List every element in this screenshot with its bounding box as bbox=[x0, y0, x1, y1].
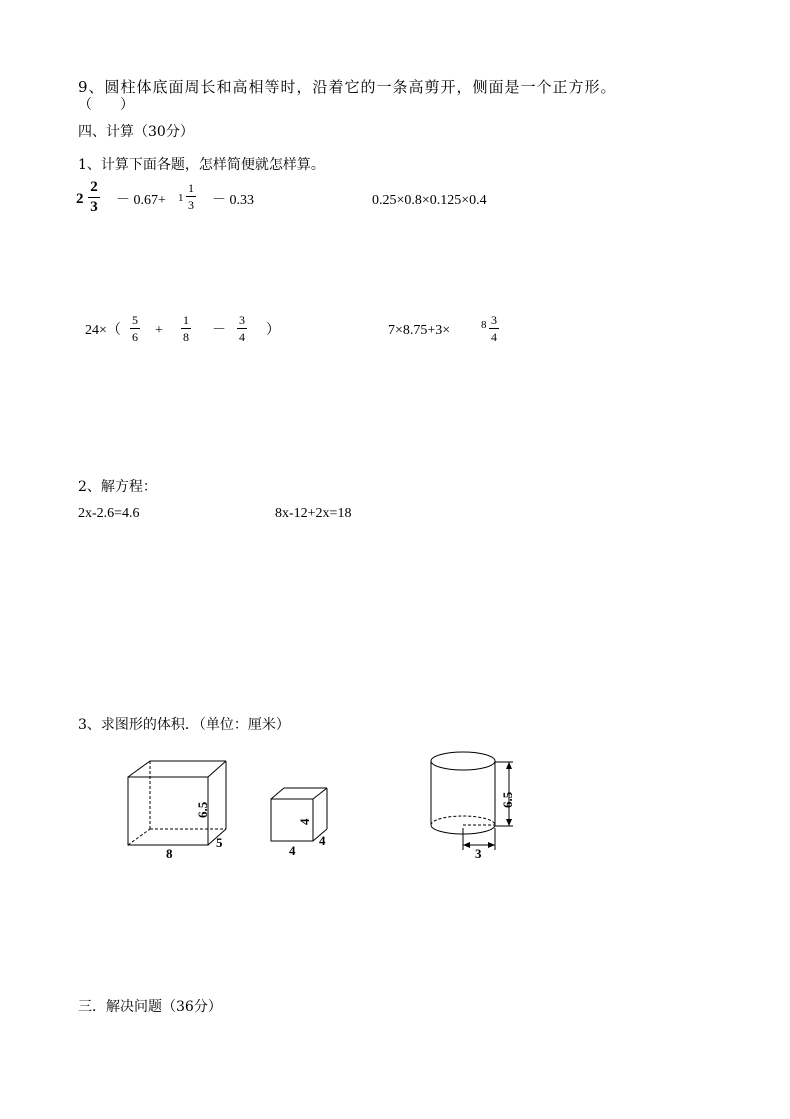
expr1-tail: － 0.33 bbox=[212, 193, 254, 208]
expr1-num-1: 2 bbox=[90, 179, 98, 195]
section-4-title: 四、计算（30分） bbox=[78, 124, 194, 140]
cylinder-figure bbox=[425, 748, 530, 858]
q9-answer-paren: （ ） bbox=[78, 97, 134, 113]
equation-1: 2x-2.6=4.6 bbox=[78, 506, 140, 521]
cuboid-height-label: 6.5 bbox=[195, 801, 210, 818]
cube-figure bbox=[265, 785, 340, 860]
expr1-den-2: 3 bbox=[188, 198, 194, 212]
expr3-op-plus: + bbox=[155, 323, 163, 338]
expr3-num-2: 1 bbox=[183, 313, 189, 327]
cuboid-figure bbox=[120, 755, 240, 860]
cylinder-height-label: 6.5 bbox=[500, 791, 515, 808]
fraction-bar bbox=[186, 196, 196, 197]
expr1-den-1: 3 bbox=[90, 199, 98, 215]
fraction-bar bbox=[181, 328, 191, 329]
cube-side-label: 4 bbox=[319, 833, 326, 848]
section-3-title: 三．解决问题（36分） bbox=[78, 999, 222, 1015]
expr3-num-1: 5 bbox=[132, 313, 138, 327]
fraction-bar bbox=[489, 328, 499, 329]
expr3-suffix: ） bbox=[266, 323, 280, 338]
problem-1-title: 1、计算下面各题，怎样简便就怎样算。 bbox=[78, 157, 325, 173]
expr3-den-1: 6 bbox=[132, 330, 138, 344]
expr3-op-minus: － bbox=[212, 323, 226, 338]
expr3-prefix: 24×（ bbox=[85, 323, 121, 338]
cube-height-label: 4 bbox=[297, 818, 312, 825]
expr4-num: 3 bbox=[491, 313, 497, 327]
expr3-fraction-3 bbox=[237, 314, 247, 343]
cuboid-length-label: 8 bbox=[166, 846, 173, 860]
expr3-fraction-1 bbox=[130, 314, 140, 343]
fraction-bar bbox=[88, 197, 100, 198]
expr1-fraction-1 bbox=[88, 180, 100, 215]
cuboid-width-label: 5 bbox=[216, 835, 223, 850]
expr4-den: 4 bbox=[491, 330, 497, 344]
expr3-num-3: 3 bbox=[239, 313, 245, 327]
equation-2: 8x-12+2x=18 bbox=[275, 506, 352, 521]
problem-2-title: 2、解方程： bbox=[78, 479, 157, 495]
expr3-den-2: 8 bbox=[183, 330, 189, 344]
expr1-whole-1: 2 bbox=[76, 191, 84, 207]
expr3-fraction-2 bbox=[181, 314, 191, 343]
expr4-prefix: 7×8.75+3× bbox=[388, 323, 451, 338]
fraction-bar bbox=[237, 328, 247, 329]
expression-2: 0.25×0.8×0.125×0.4 bbox=[372, 193, 487, 208]
cube-front-label: 4 bbox=[289, 843, 296, 858]
q9-text: 9、圆柱体底面周长和高相等时，沿着它的一条高剪开，侧面是一个正方形。 bbox=[78, 78, 617, 96]
expr1-whole-2: 1 bbox=[178, 192, 184, 204]
cylinder-diameter-label: 3 bbox=[475, 846, 482, 858]
expr1-num-2: 1 bbox=[188, 181, 194, 195]
expr4-fraction bbox=[489, 314, 499, 343]
problem-3-title: 3、求图形的体积．（单位：厘米） bbox=[78, 717, 290, 733]
expr1-middle: － 0.67+ bbox=[116, 193, 166, 208]
fraction-bar bbox=[130, 328, 140, 329]
expr3-den-3: 4 bbox=[239, 330, 245, 344]
expr4-whole: 8 bbox=[481, 319, 487, 331]
expr1-fraction-2 bbox=[186, 182, 196, 211]
